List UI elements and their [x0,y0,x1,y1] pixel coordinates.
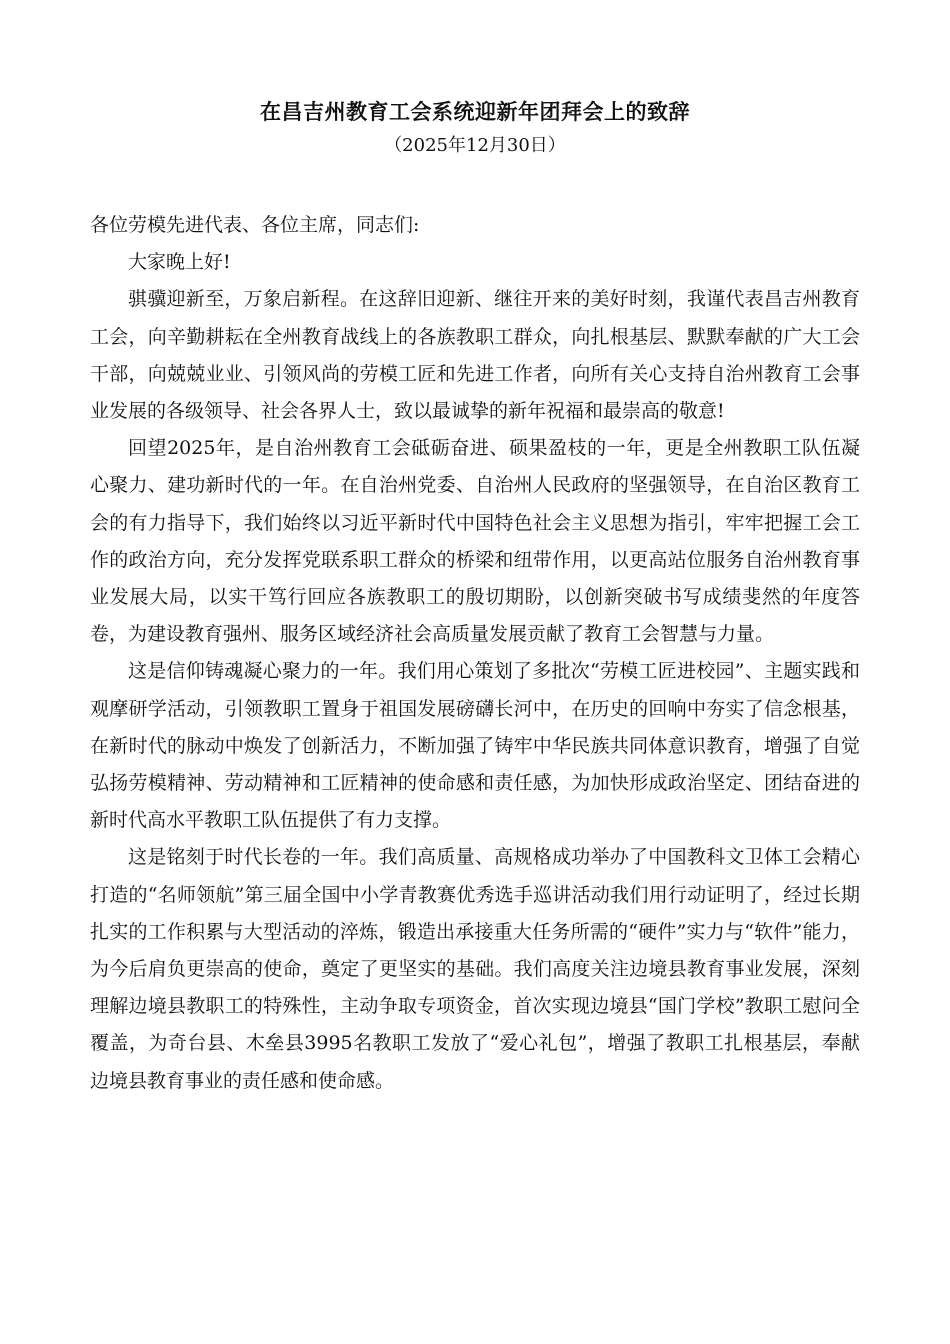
salutation: 各位劳模先进代表、各位主席，同志们: [90,214,420,236]
paragraph-faith-cohesion: 这是信仰铸魂凝心聚力的一年。我们用心策划了多批次“劳模工匠进校园”、主题实践和观摩研学活动，引领教职工置身于祖国发展磅礴长河中，在历史的回响中夯实了信念根基，在新时代的脉动中焕发了创新活力，不断加强了铸牢中华民族共同体意识教育，增强了自觉弘扬劳模精神、劳动精神和工匠精神的使命感和责任感，为加快形成政治坚定、团结奋进的新时代高水平教职工队伍提供了有力支撑。 [90,660,860,832]
paragraph-greeting: 大家晚上好! [128,251,231,274]
paragraph-review-2025: 回望2025年，是自治州教育工会砥砺奋进、硕果盈枝的一年，更是全州教职工队伍凝心聚力、建功新时代的一年。在自治州党委、自治州人民政府的坚强领导，在自治区教育工会的有力指导下，我们始终以习近平新时代中国特色社会主义思想为指引，牢牢把握工会工作的政治方向，充分发挥党联系职工群众的桥梁和纽带作用，以更高站位服务自治州教育事业发展大局，以实干笃行回应各族教职工的殷切期盼，以创新突破书写成绩斐然的年度答卷，为建设教育强州、服务区域经济社会高质量发展贡献了教育工会智慧与力量。 [90,437,860,646]
paragraph-era-milestone: 这是铭刻于时代长卷的一年。我们高质量、高规格成功举办了中国教科文卫体工会精心打造的“名师领航”第三届全国中小学青教赛优秀选手巡讲活动我们用行动证明了，经过长期扎实的工作积累与大型活动的淬炼，锻造出承接重大任务所需的“硬件”实力与“软件”能力，为今后肩负更崇高的使命，奠定了更坚实的基础。我们高度关注边境县教育事业发展，深刻理解边境县教职工的特殊性，主动争取专项资金，首次实现边境县“国门学校”教职工慰问全覆盖，为奇台县、木垒县3995名教职工发放了“爱心礼包”，增强了教职工扎根基层，奉献边境县教育事业的责任感和使命感。 [90,846,860,1092]
document-date: （2025年12月30日） [384,135,566,156]
document-title: 在昌吉州教育工会系统迎新年团拜会上的致辞 [260,99,690,124]
document-body [90,207,860,1100]
paragraph-new-year-wishes: 骐骥迎新至，万象启新程。在这辞旧迎新、继往开来的美好时刻，我谨代表昌吉州教育工会，向辛勤耕耘在全州教育战线上的各族教职工群众，向扎根基层、默默奉献的广大工会干部，向兢兢业业、引领风尚的劳模工匠和先进工作者，向所有关心支持自治州教育工会事业发展的各级领导、社会各界人士，致以最诚挚的新年祝福和最崇高的敬意! [90,288,860,423]
